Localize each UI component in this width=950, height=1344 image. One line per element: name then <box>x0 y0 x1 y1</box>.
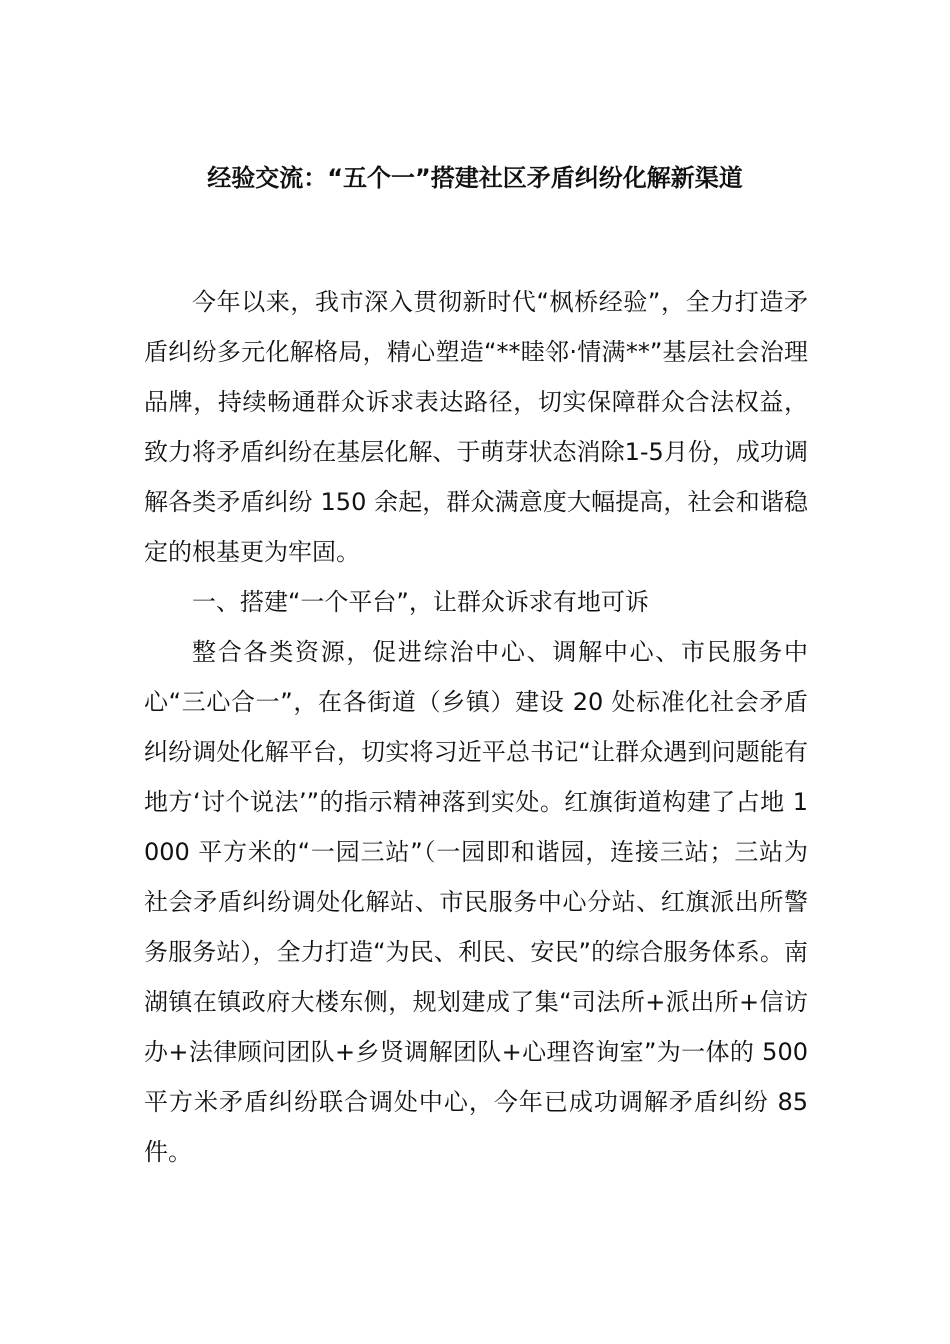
section-paragraph: 整合各类资源，促进综治中心、调解中心、市民服务中心“三心合一”，在各街道（乡镇）建设 20 处标准化社会矛盾纠纷调处化解平台，切实将习近平总书记“让群众遇到问题能有地方‘讨个说法’”的指示精神落到实处。红旗街道构建了占地 1000 平方米的“一园三站”（一园即和谐园，连接三站；三站为社会矛盾纠纷调处化解站、市民服务中心分站、红旗派出所警务服务站），全力打造“为民、利民、安民”的综合服务体系。南湖镇在镇政府大楼东侧，规划建成了集“司法所+派出所+信访办+法律顾问团队+乡贤调解团队+心理咨询室”为一体的 500 平方米矛盾纠纷联合调处中心，今年已成功调解矛盾纠纷 85 件。 <box>144 638 808 1166</box>
document-body <box>144 277 808 1177</box>
document-title: 经验交流：“五个一”搭建社区矛盾纠纷化解新渠道 <box>207 164 743 192</box>
section-heading: 一、搭建“一个平台”，让群众诉求有地可诉 <box>192 588 649 616</box>
intro-paragraph: 今年以来，我市深入贯彻新时代“枫桥经验”，全力打造矛盾纠纷多元化解格局，精心塑造“**睦邻·情满**”基层社会治理品牌，持续畅通群众诉求表达路径，切实保障群众合法权益，致力将矛盾纠纷在基层化解、于萌芽状态消除1-5月份，成功调解各类矛盾纠纷 150 余起，群众满意度大幅提高，社会和谐稳定的根基更为牢固。 <box>144 288 808 566</box>
